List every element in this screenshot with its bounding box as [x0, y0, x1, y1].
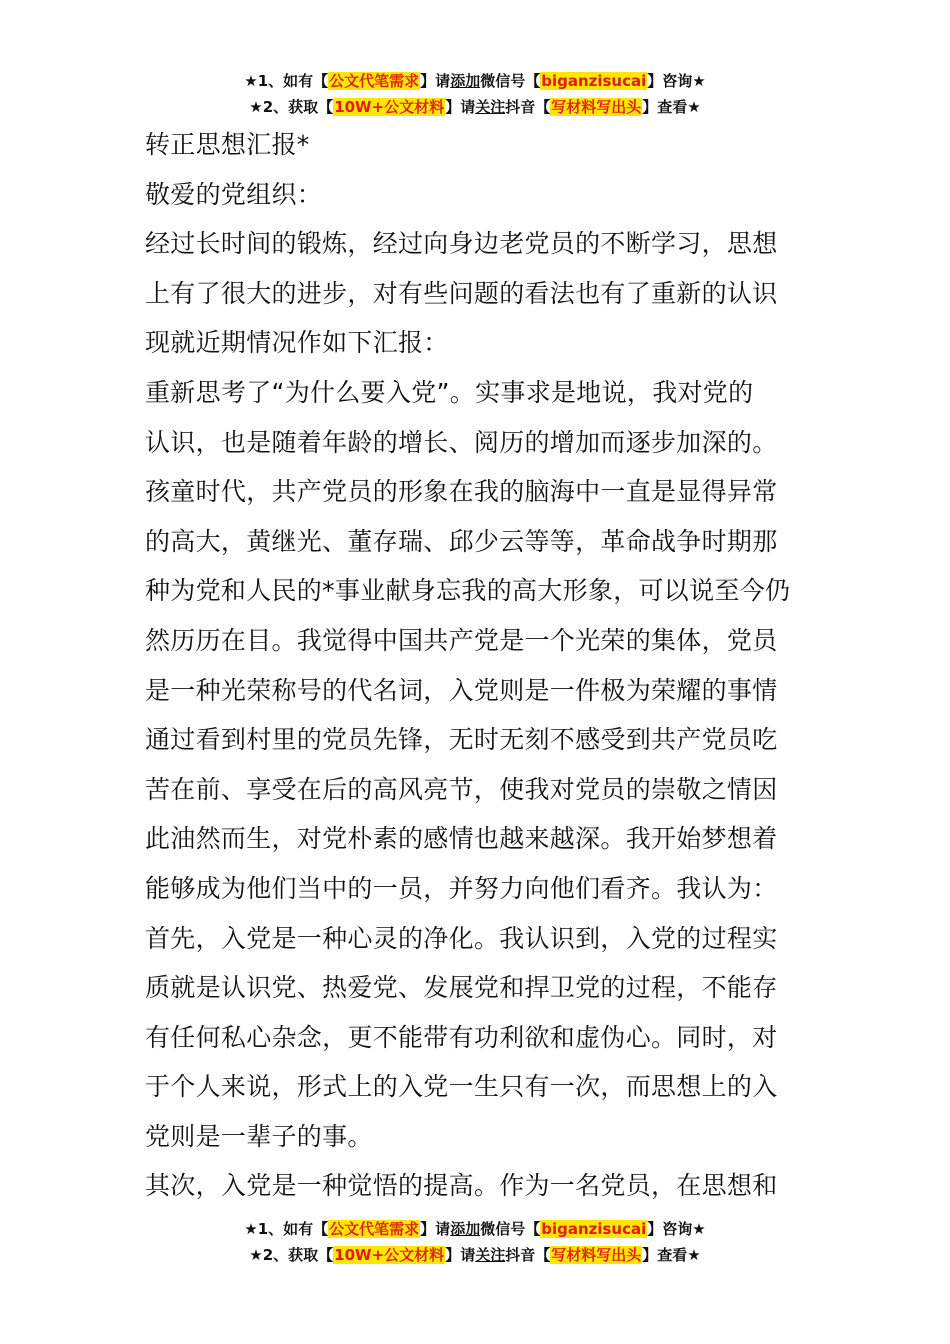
banner-text: 】请 — [445, 98, 476, 116]
text-line: 能够成为他们当中的一员，并努力向他们看齐。我认为： — [145, 873, 778, 903]
text-line: 孩童时代，共产党员的形象在我的脑海中一直是显得异常 — [145, 477, 778, 507]
text-line: 上有了很大的进步，对有些问题的看法也有了重新的认识 — [145, 278, 778, 308]
banner-highlight: 公文代笔需求 — [329, 72, 420, 90]
text-line: 此油然而生，对党朴素的感情也越来越深。我开始梦想着 — [145, 824, 778, 854]
banner-text: ★1、如有【 — [244, 72, 329, 90]
banner-highlight: biganzisucai — [541, 1220, 647, 1238]
banner-text: ★1、如有【 — [244, 1220, 329, 1238]
text-line: 苦在前、享受在后的高风亮节，使我对党员的崇敬之情因 — [145, 774, 778, 804]
banner-text: 】查看★ — [642, 1246, 701, 1264]
text-line: 现就近期情况作如下汇报： — [145, 328, 449, 358]
banner-highlight: 公文代笔需求 — [329, 1220, 420, 1238]
banner-line-1 — [0, 1216, 950, 1242]
document-title: 转正思想汇报* — [145, 130, 310, 159]
banner-underline: 关注 — [475, 98, 506, 116]
text-line: 认识，也是随着年龄的增长、阅历的增加而逐步加深的。 — [145, 427, 778, 457]
banner-line-2 — [0, 94, 950, 120]
banner-text: 】请 — [420, 72, 451, 90]
footer-banner — [0, 1216, 950, 1268]
text-line: 质就是认识党、热爱党、发展党和捍卫党的过程，不能存 — [145, 973, 778, 1003]
banner-underline: 关注 — [475, 1246, 506, 1264]
banner-text: ★2、获取【 — [249, 98, 334, 116]
banner-line-2 — [0, 1242, 950, 1268]
text-line: 有任何私心杂念，更不能带有功利欲和虚伪心。同时，对 — [145, 1022, 778, 1052]
banner-highlight: 10W+公文材料 — [334, 98, 445, 116]
banner-text: 】请 — [445, 1246, 476, 1264]
banner-text: 抖音【 — [505, 1246, 551, 1264]
header-banner — [0, 68, 950, 120]
banner-highlight: 10W+公文材料 — [334, 1246, 445, 1264]
text-line: 是一种光荣称号的代名词，入党则是一件极为荣耀的事情 — [145, 675, 778, 705]
text-line: 的高大，黄继光、董存瑞、邱少云等等，革命战争时期那 — [145, 526, 778, 556]
banner-text: ★2、获取【 — [249, 1246, 334, 1264]
text-line: 经过长时间的锻炼，经过向身边老党员的不断学习，思想 — [145, 229, 778, 259]
text-line: 党则是一辈子的事。 — [145, 1121, 373, 1151]
text-line: 于个人来说，形式上的入党一生只有一次，而思想上的入 — [145, 1072, 778, 1102]
document-body — [145, 120, 813, 1211]
banner-underline: 添加 — [450, 1220, 481, 1238]
banner-highlight: 写材料写出头 — [551, 98, 642, 116]
salutation: 敬爱的党组织： — [145, 179, 323, 209]
banner-text: 】请 — [420, 1220, 451, 1238]
text-line: 重新思考了“为什么要入党”。实事求是地说，我对党的 — [145, 377, 754, 407]
banner-text: 微信号【 — [480, 1220, 541, 1238]
text-line: 其次，入党是一种觉悟的提高。作为一名党员，在思想和 — [145, 1171, 778, 1201]
text-line: 首先，入党是一种心灵的净化。我认识到，入党的过程实 — [145, 923, 778, 953]
text-line: 然历历在目。我觉得中国共产党是一个光荣的集体，党员 — [145, 625, 778, 655]
text-line: 通过看到村里的党员先锋，无时无刻不感受到共产党员吃 — [145, 725, 778, 755]
banner-text: 微信号【 — [480, 72, 541, 90]
banner-text: 】咨询★ — [647, 1220, 706, 1238]
banner-text: 】查看★ — [642, 98, 701, 116]
banner-highlight: biganzisucai — [541, 72, 647, 90]
banner-line-1 — [0, 68, 950, 94]
text-line: 种为党和人民的*事业献身忘我的高大形象，可以说至今仍 — [145, 576, 791, 606]
banner-underline: 添加 — [450, 72, 481, 90]
banner-highlight: 写材料写出头 — [551, 1246, 642, 1264]
banner-text: 抖音【 — [505, 98, 551, 116]
banner-text: 】咨询★ — [647, 72, 706, 90]
